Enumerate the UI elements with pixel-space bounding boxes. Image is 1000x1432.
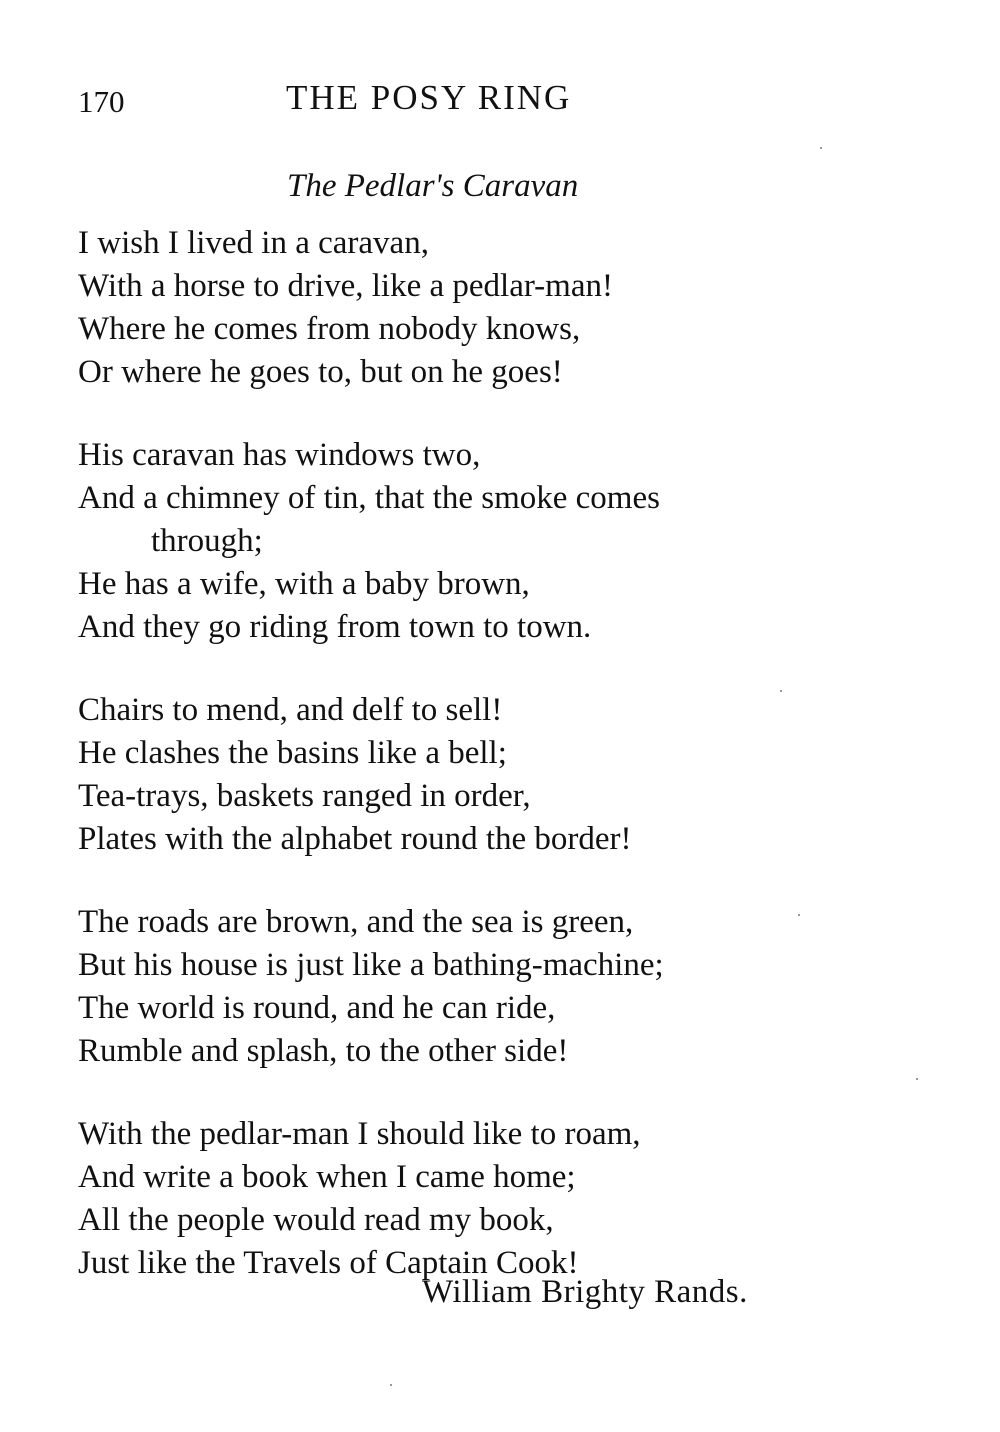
poem-line: He clashes the basins like a bell; [78,735,507,771]
scan-speck [916,1078,918,1080]
poem-line: The world is round, and he can ride, [78,990,556,1026]
stanza-4 [78,901,938,1073]
poem-line: And a chimney of tin, that the smoke comes [78,480,660,516]
scan-speck [390,1384,392,1386]
poem-line: Rumble and splash, to the other side! [78,1033,569,1069]
poem-line: His caravan has windows two, [78,437,481,473]
stanza-1 [78,222,938,394]
stanza-5 [78,1113,938,1285]
poem-line: Or where he goes to, but on he goes! [78,354,563,390]
poem-title: The Pedlar's Caravan [287,168,579,204]
poem-line: But his house is just like a bathing-machine; [78,947,664,983]
poem-line: The roads are brown, and the sea is green, [78,904,634,940]
poem-line: All the people would read my book, [78,1202,554,1238]
poem-line-continuation: through; [151,523,263,559]
poem-line: With a horse to drive, like a pedlar-man! [78,268,613,304]
page-header [78,78,778,128]
poem-line: Where he comes from nobody knows, [78,311,581,347]
poem-line: Just like the Travels of Captain Cook! [78,1245,579,1281]
page-number: 170 [78,84,125,119]
poem-line: And write a book when I came home; [78,1159,576,1195]
poem-body [78,222,938,1325]
stanza-3 [78,689,938,861]
poem-line: With the pedlar-man I should like to roam, [78,1116,641,1152]
poem-line: Tea-trays, baskets ranged in order, [78,778,531,814]
poem-author: William Brighty Rands. [422,1274,748,1310]
scan-speck [798,914,800,916]
poem-line: He has a wife, with a baby brown, [78,566,530,602]
poem-line: Plates with the alphabet round the border! [78,821,632,857]
scan-speck [780,690,782,692]
poem-line: And they go riding from town to town. [78,609,592,645]
running-title: THE POSY RING [286,78,572,117]
scan-speck [820,147,822,149]
poem-line: I wish I lived in a caravan, [78,225,429,261]
stanza-2 [78,434,938,649]
poem-line: Chairs to mend, and delf to sell! [78,692,503,728]
